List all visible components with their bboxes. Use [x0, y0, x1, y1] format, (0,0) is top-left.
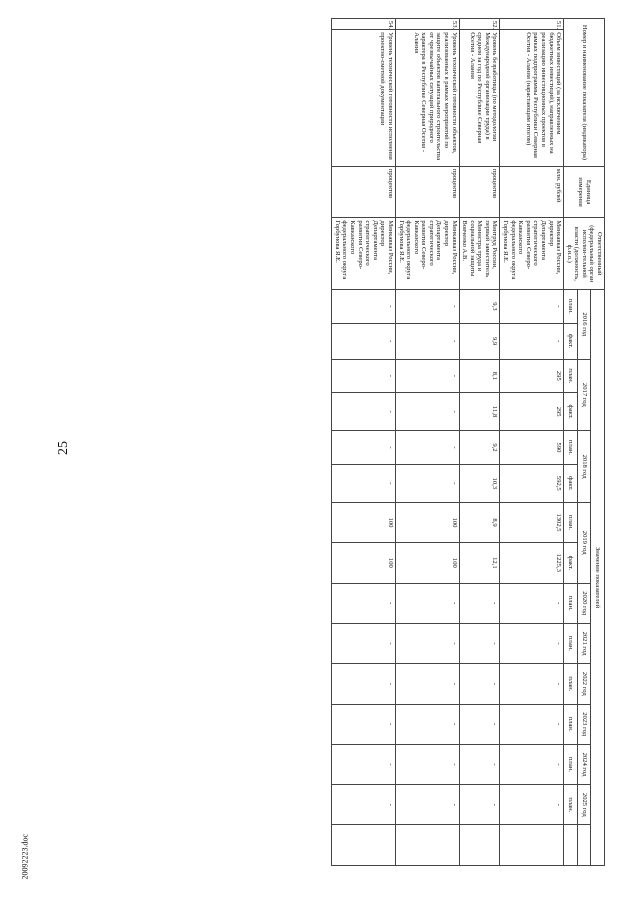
value-cell: -	[332, 664, 396, 704]
value-cell: 9,2	[459, 431, 500, 465]
value-cell: 9,3	[459, 290, 500, 324]
responsible-cell: Минтруд России, первый заместитель Министра труда и социальной защиты Вовченко А.В.	[459, 218, 500, 290]
table-row	[500, 19, 564, 866]
rotated-table-page	[105, 18, 605, 866]
table-row	[395, 19, 459, 866]
value-cell: 8,9	[459, 502, 500, 542]
value-cell: -	[395, 785, 459, 825]
indicator-name: Уровень технической готовности объектов, реализованных в рамках мероприятий по защите объектов капитального строительства от чрезвычайных ситуаций природного характера в Республике Северная Осетия - Алания	[395, 30, 459, 167]
row-number: 52.	[459, 19, 500, 30]
year-header: 2024 год	[577, 744, 591, 784]
year-header: 2022 год	[577, 664, 591, 704]
value-cell: 100	[395, 543, 459, 583]
value-cell: -	[395, 583, 459, 623]
value-cell: -	[332, 431, 396, 465]
value-cell: -	[395, 623, 459, 663]
value-cell: 100	[395, 502, 459, 542]
fact-header: факт.	[564, 464, 578, 502]
value-cell: 11,8	[459, 393, 500, 431]
value-cell: -	[332, 290, 396, 324]
value-cell: -	[332, 464, 396, 502]
value-cell: -	[332, 704, 396, 744]
value-cell: 590	[500, 431, 564, 465]
plan-header: план.	[564, 704, 578, 744]
spacer-cell	[564, 825, 578, 866]
plan-header: план.	[564, 583, 578, 623]
plan-header: план.	[564, 431, 578, 465]
value-cell: 1225,3	[500, 543, 564, 583]
plan-header: план.	[564, 290, 578, 324]
value-cell: -	[332, 393, 396, 431]
year-header: 2020 год	[577, 583, 591, 623]
value-cell: -	[500, 583, 564, 623]
value-cell: -	[332, 744, 396, 784]
value-cell: -	[500, 785, 564, 825]
value-cell: 592,5	[500, 464, 564, 502]
indicator-name: Уровень технической готовности исполнения проектно-сметной документации	[332, 30, 396, 167]
value-cell: -	[332, 785, 396, 825]
value-cell: 8,1	[459, 359, 500, 393]
value-cell: 1302,5	[500, 502, 564, 542]
spacer-cell	[332, 825, 396, 866]
year-header: 2023 год	[577, 704, 591, 744]
plan-header: план.	[564, 664, 578, 704]
fact-header: факт.	[564, 393, 578, 431]
table-row	[459, 19, 500, 866]
table-row	[332, 19, 396, 866]
indicators-table	[331, 18, 605, 866]
year-header: 2021 год	[577, 623, 591, 663]
value-cell: -	[459, 583, 500, 623]
value-cell: 100	[332, 502, 396, 542]
value-cell: -	[332, 623, 396, 663]
spacer-cell	[577, 825, 591, 866]
fact-header: факт.	[564, 543, 578, 583]
value-cell: -	[500, 744, 564, 784]
value-cell: -	[395, 323, 459, 359]
spacer-cell	[459, 825, 500, 866]
footer-filename: 20092223.doc	[20, 833, 30, 880]
value-cell: -	[395, 704, 459, 744]
value-cell: -	[332, 359, 396, 393]
indicator-name: Объем инвестиций (за исключением бюджетных инвестиций), направленных на реализацию инвестиционных проектов в рамках подпрограммы Республики Северная Осетия - Алания (нарастающим итогом)	[500, 30, 564, 167]
plan-header: план.	[564, 359, 578, 393]
value-cell: -	[500, 290, 564, 324]
responsible-cell: Минкавказ России, директор Департамента стратегического развития Северо-Кавказского федерального округа Горбунова Я.Е.	[332, 218, 396, 290]
plan-header: план.	[564, 502, 578, 542]
value-cell: -	[395, 431, 459, 465]
unit-cell: млн. рублей	[500, 166, 564, 218]
value-cell: 12,1	[459, 543, 500, 583]
value-cell: 9,9	[459, 323, 500, 359]
value-cell: -	[395, 744, 459, 784]
year-header: 2016 год	[577, 290, 591, 359]
value-cell: -	[395, 393, 459, 431]
value-cell: -	[395, 290, 459, 324]
header-responsible: Ответственный (федеральный орган исполни-тельной власти (должность, ф.и.о.)	[564, 218, 605, 290]
value-cell: -	[459, 704, 500, 744]
year-header: 2018 год	[577, 431, 591, 503]
value-cell: -	[395, 664, 459, 704]
spacer-cell	[395, 825, 459, 866]
row-number: 53.	[395, 19, 459, 30]
year-header: 2025 год	[577, 785, 591, 825]
value-cell: -	[500, 704, 564, 744]
responsible-cell: Минкавказ России, директор Департамента стратегического развития Северо-Кавказского федерального округа Горбунова Я.Е.	[500, 218, 564, 290]
plan-header: план.	[564, 623, 578, 663]
page-number: 25	[56, 441, 71, 455]
value-cell: -	[459, 785, 500, 825]
row-number: 54.	[332, 19, 396, 30]
header-unit: Единица измерения	[564, 166, 605, 218]
value-cell: 295	[500, 393, 564, 431]
unit-cell: процентов	[395, 166, 459, 218]
fact-header: факт.	[564, 323, 578, 359]
value-cell: -	[459, 623, 500, 663]
responsible-cell: Минкавказ России, директор Департамента стратегического развития Северо-Кавказского федерального округа Горбунова Я.Е.	[395, 218, 459, 290]
value-cell: -	[332, 323, 396, 359]
value-cell: -	[500, 664, 564, 704]
value-cell: 295	[500, 359, 564, 393]
value-cell: -	[459, 744, 500, 784]
indicator-name: Уровень безработицы (по методологии Международной организации труда) в среднем за год по Республике Северная Осетия - Алания	[459, 30, 500, 167]
value-cell: 100	[332, 543, 396, 583]
unit-cell: процентов	[332, 166, 396, 218]
value-cell: 10,3	[459, 464, 500, 502]
year-header: 2017 год	[577, 359, 591, 431]
year-header: 2019 год	[577, 502, 591, 583]
value-cell: -	[500, 323, 564, 359]
header-name: Номер и наименование показателя (индикатора)	[564, 19, 605, 167]
value-cell: -	[332, 583, 396, 623]
plan-header: план.	[564, 744, 578, 784]
plan-header: план.	[564, 785, 578, 825]
row-number: 51.	[500, 19, 564, 30]
value-cell: -	[395, 464, 459, 502]
header-values: Значение показателей	[591, 290, 605, 866]
unit-cell: процентов	[459, 166, 500, 218]
value-cell: -	[500, 623, 564, 663]
spacer-cell	[500, 825, 564, 866]
value-cell: -	[395, 359, 459, 393]
value-cell: -	[459, 664, 500, 704]
